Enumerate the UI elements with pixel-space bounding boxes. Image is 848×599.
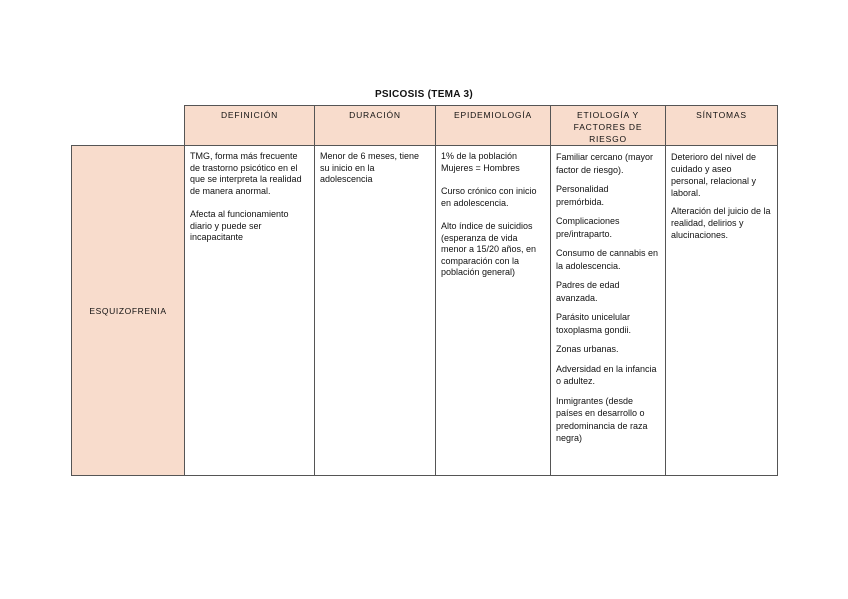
header-etiologia: ETIOLOGÍA Y FACTORES DE RIESGO (551, 106, 666, 146)
header-epidemiologia: EPIDEMIOLOGÍA (436, 106, 551, 146)
table-row (72, 146, 778, 476)
cell-definicion (185, 146, 315, 476)
sintomas-text: Alteración del juicio de la realidad, delirios y alucinaciones. (671, 206, 771, 240)
epidemiologia-text: Curso crónico con inicio en adolescencia. (441, 186, 537, 208)
row-label: ESQUIZOFRENIA (72, 146, 185, 476)
header-sintomas: SÍNTOMAS (666, 106, 778, 146)
definicion-text: TMG, forma más frecuente de trastorno psicótico en el que se interpreta la realidad de manera anormal. (190, 151, 302, 196)
cell-etiologia (551, 146, 666, 476)
etiologia-item: Complicaciones pre/intraparto. (556, 216, 620, 239)
header-corner (72, 106, 185, 146)
sintomas-text: Deterioro del nivel de cuidado y aseo personal, relacional y laboral. (671, 152, 757, 198)
etiologia-item: Padres de edad avanzada. (556, 280, 620, 303)
etiologia-item: Consumo de cannabis en la adolescencia. (556, 248, 659, 271)
etiologia-item: Familiar cercano (mayor factor de riesgo). (556, 152, 654, 175)
etiologia-item: Adversidad en la infancia o adultez. (556, 363, 657, 386)
etiologia-item: Personalidad premórbida. (556, 184, 609, 207)
header-row (72, 106, 778, 146)
cell-duracion (315, 146, 436, 476)
etiologia-item: Inmigrantes (desde países en desarrollo o predominancia de raza negra) (556, 395, 648, 443)
psicosis-table (71, 105, 778, 476)
epidemiologia-text: Alto índice de suicidios (esperanza de vida menor a 15/20 años, en comparación con la población general) (441, 221, 537, 277)
duracion-text: Menor de 6 meses, tiene su inicio en la adolescencia (320, 151, 420, 184)
etiologia-item: Parásito unicelular toxoplasma gondii. (556, 312, 632, 335)
cell-sintomas (666, 146, 778, 476)
epidemiologia-text: 1% de la población Mujeres = Hombres (441, 151, 520, 173)
etiologia-item: Zonas urbanas. (556, 344, 619, 354)
definicion-text: Afecta al funcionamiento diario y puede ser incapacitante (190, 209, 289, 242)
cell-epidemiologia (436, 146, 551, 476)
header-definicion: DEFINICIÓN (185, 106, 315, 146)
page-title: PSICOSIS (TEMA 3) (374, 89, 474, 100)
header-duracion: DURACIÓN (315, 106, 436, 146)
